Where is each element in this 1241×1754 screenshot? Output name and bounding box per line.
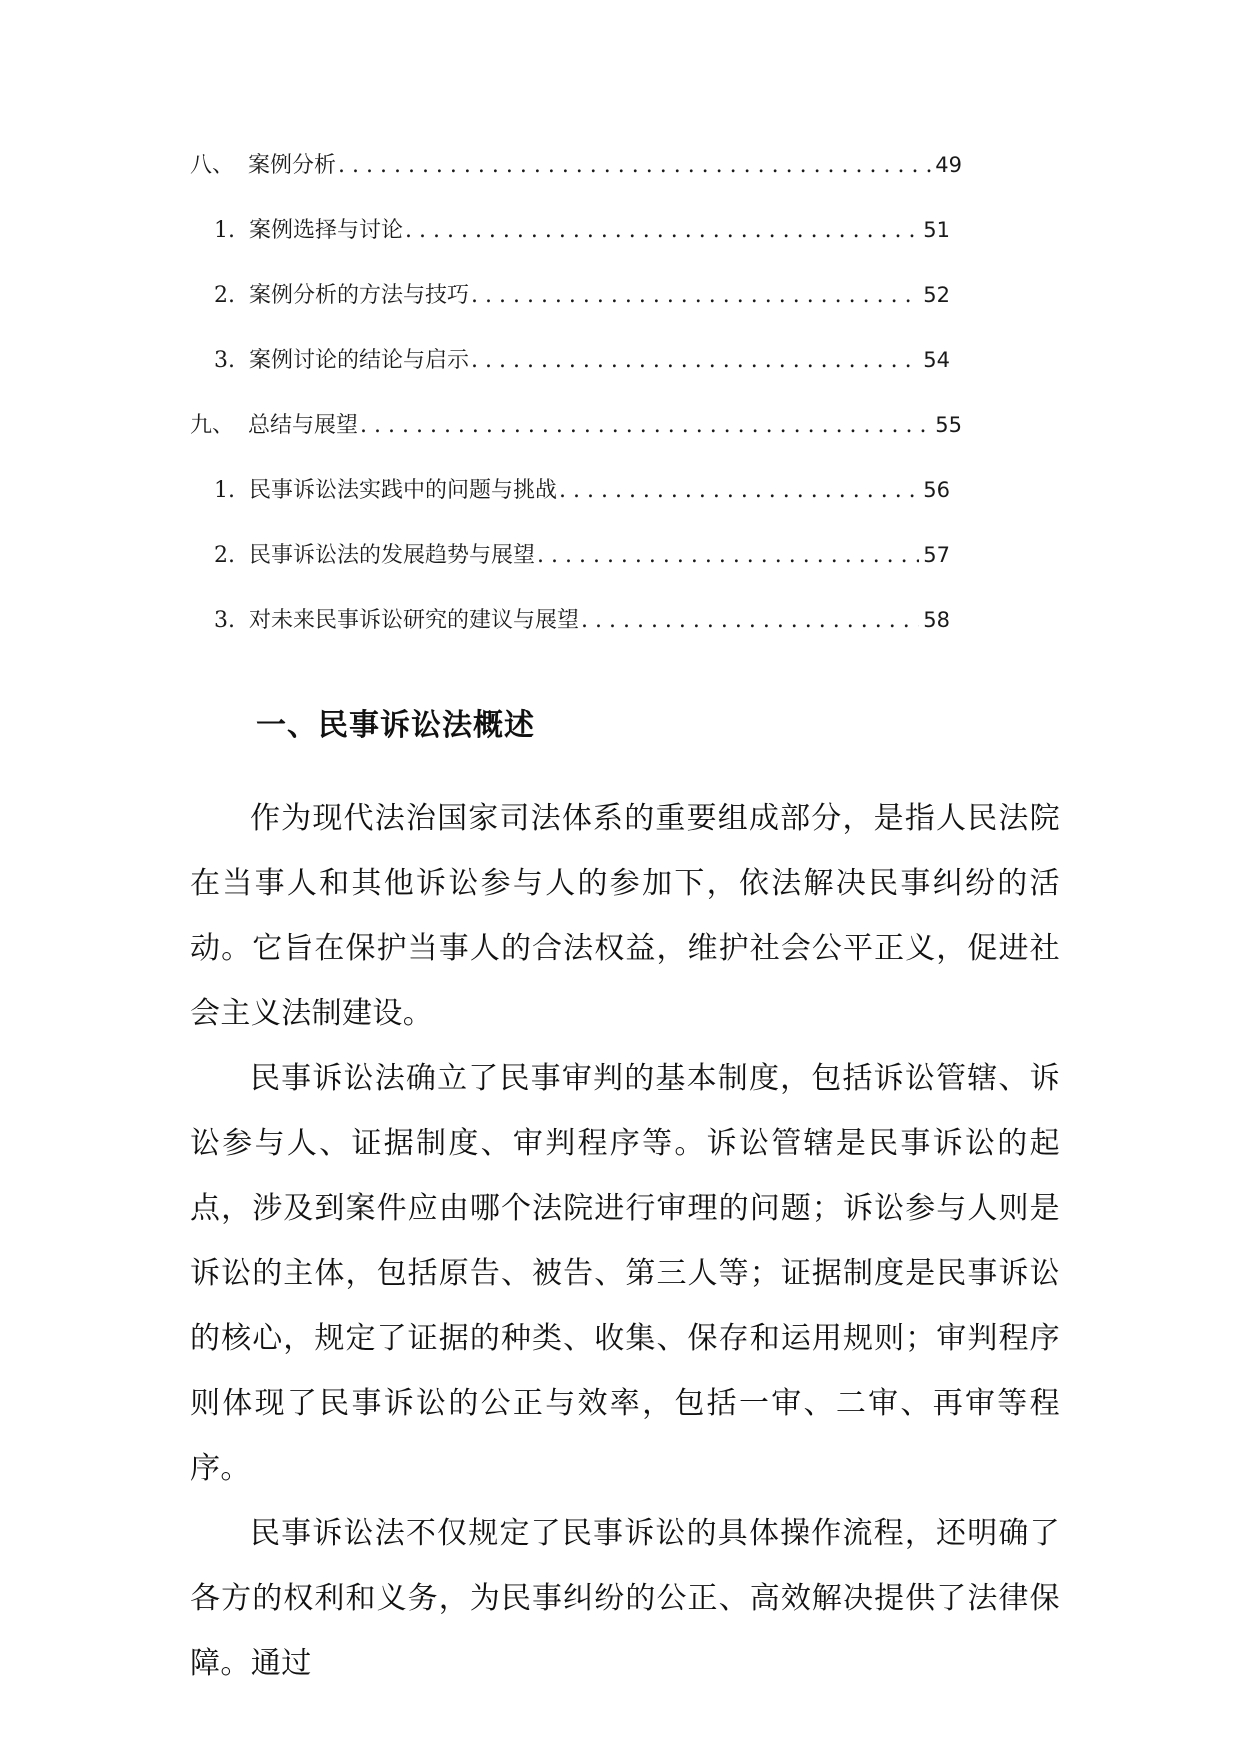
toc-entry-title: 案例分析的方法与技巧 [249,283,470,308]
toc-entry-page: 55 [935,413,962,437]
toc-entry[interactable] [190,603,950,668]
toc-entry-page: 56 [923,478,950,502]
toc-entry-page: 57 [923,543,950,567]
toc-entry[interactable] [190,538,950,603]
section-body [190,786,1060,1696]
toc-entry-title: 民事诉讼法实践中的问题与挑战 [249,478,558,503]
toc-entry-number: 1. [214,478,235,503]
body-paragraph: 民事诉讼法不仅规定了民事诉讼的具体操作流程，还明确了各方的权利和义务，为民事纠纷的公正、高效解决提供了法律保障。通过 [190,1516,1060,1681]
toc-entry-title: 案例选择与讨论 [249,218,404,243]
toc-entry-page: 49 [935,153,962,177]
toc-entry-page: 58 [923,608,950,632]
toc-entry-number: 九、 [190,413,235,438]
toc-entry-title: 对未来民事诉讼研究的建议与展望 [249,608,580,633]
toc-entry-number: 3. [214,348,235,373]
toc-dot-leader [471,283,919,308]
toc-dot-leader [338,153,931,178]
toc-dot-leader [581,608,919,633]
toc-entry[interactable] [190,278,950,343]
toc-entry[interactable] [190,148,962,213]
toc-entry-number: 1. [214,218,235,243]
body-paragraph: 民事诉讼法确立了民事审判的基本制度，包括诉讼管辖、诉讼参与人、证据制度、审判程序等。诉讼管辖是民事诉讼的起点，涉及到案件应由哪个法院进行审理的问题；诉讼参与人则是诉讼的主体，包括原告、被告、第三人等；证据制度是民事诉讼的核心，规定了证据的种类、收集、保存和运用规则；审判程序则体现了民事诉讼的公正与效率，包括一审、二审、再审等程序。 [190,1061,1060,1486]
toc-entry-title: 总结与展望 [248,413,359,438]
toc-entry-title: 案例分析 [248,153,337,178]
toc-entry-number: 2. [214,543,235,568]
toc-entry-title: 案例讨论的结论与启示 [249,348,470,373]
toc-dot-leader [537,543,919,568]
body-paragraph: 作为现代法治国家司法体系的重要组成部分，是指人民法院在当事人和其他诉讼参与人的参加下，依法解决民事纠纷的活动。它旨在保护当事人的合法权益，维护社会公平正义，促进社会主义法制建设。 [190,801,1060,1031]
toc-entry-page: 52 [923,283,950,307]
toc-entry-number: 3. [214,608,235,633]
toc-dot-leader [559,478,919,503]
toc-entry-page: 51 [923,218,950,242]
section-heading: 一、民事诉讼法概述 [256,708,535,743]
toc-entry-title: 民事诉讼法的发展趋势与展望 [249,543,536,568]
toc-entry[interactable] [190,408,962,473]
toc-entry[interactable] [190,343,950,408]
toc-entry[interactable] [190,473,950,538]
toc-entry-number: 八、 [190,153,235,178]
toc-dot-leader [471,348,919,373]
toc-entry[interactable] [190,213,950,278]
toc-entry-number: 2. [214,283,235,308]
toc-dot-leader [405,218,919,243]
toc-entry-page: 54 [923,348,950,372]
table-of-contents [190,148,962,668]
toc-dot-leader [360,413,931,438]
